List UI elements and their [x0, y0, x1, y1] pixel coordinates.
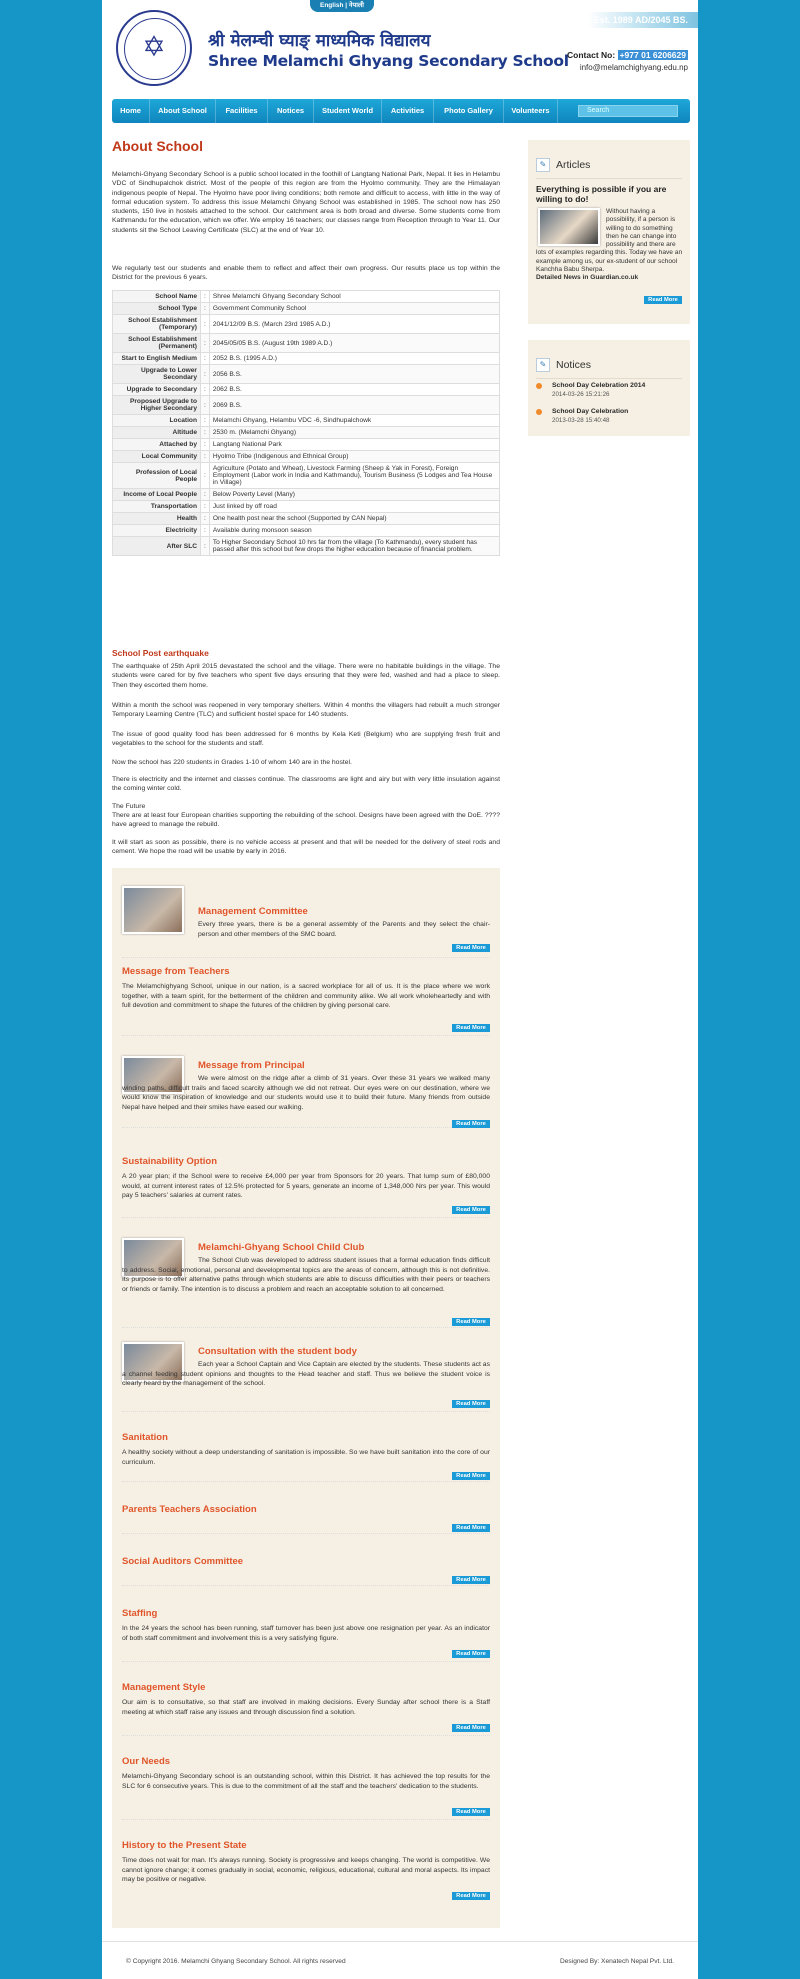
read-more-button[interactable]: Read More: [452, 1472, 490, 1480]
table-row: Electricity : Available during monsoon season: [113, 525, 500, 537]
read-more-button[interactable]: Read More: [452, 1318, 490, 1326]
intro-paragraph-2: We regularly test our students and enable them to reflect and affect their own progress. Our results place us top within the District for the previous 6 years.: [112, 265, 500, 282]
nav-facilities[interactable]: Facilities: [216, 99, 268, 123]
table-key: School Establishment (Permanent): [113, 334, 201, 353]
established-badge: Est. 1989 AD/2045 BS.: [588, 12, 698, 28]
main-nav: [112, 99, 690, 123]
table-key: School Type: [113, 303, 201, 315]
earthquake-paragraph-3: The issue of good quality food has been addressed for 6 months by Kela Keti (Belgium) who are supplying fresh fruit and vegetables to the school for the students and staff.: [112, 731, 500, 748]
modules-panel: [112, 868, 500, 1928]
module-consultation-student-body: [122, 1342, 490, 1412]
notices-widget: [528, 340, 690, 436]
module-description: The School Club was developed to address student issues that a formal education finds difficult to address. Social, emotional, personal and developmental topics are the areas of concern, although this is not definitive. Its purpose is to offer alternative paths through which students are able to discuss difficulties with their peers or teachers or friends or family. The intention is to discuss a problem and reach an acceptable solution to all concerned.: [122, 1257, 490, 1293]
table-value: Agriculture (Potato and Wheat), Livestock Farming (Sheep & Yak in Forest), Foreign Employment (Labor work in India and Kathmandu), Tourism Business (5 Lodges and Tea House in Village): [209, 463, 499, 489]
table-row: Altitude : 2530 m. (Melamchi Ghyang): [113, 427, 500, 439]
read-more-button[interactable]: Read More: [644, 296, 682, 304]
nav-about-school[interactable]: About School: [150, 99, 216, 123]
table-value: 2069 B.S.: [209, 396, 499, 415]
articles-heading-text: Articles: [556, 159, 591, 171]
module-description: A healthy society without a deep understanding of sanitation is impossible. So we have built sanitation into the core of our curriculum.: [122, 1449, 490, 1466]
table-row: Attached by : Langtang National Park: [113, 439, 500, 451]
read-more-button[interactable]: Read More: [452, 1724, 490, 1732]
table-row: Income of Local People : Below Poverty Level (Many): [113, 489, 500, 501]
table-row: School Establishment (Temporary) : 2041/12/09 B.S. (March 23rd 1985 A.D.): [113, 315, 500, 334]
module-title[interactable]: Our Needs: [122, 1756, 171, 1767]
module-staffing: [122, 1608, 490, 1662]
module-message-from-teachers: [122, 966, 490, 1036]
article-link[interactable]: Detailed News in Guardian.co.uk: [536, 274, 639, 282]
module-title[interactable]: Staffing: [122, 1608, 158, 1619]
module-description: We were almost on the ridge after a climb of 31 years. Over these 31 years we walked many winding paths, difficult trails and faced scarcity although we did not retreat. Our eyes were on our destination, where we would know the inspiration of knowledge and our students would use it to build their future. Many friends from outside Nepal have helped and their smiles have eased our walking.: [122, 1075, 490, 1111]
notice-icon: ✎: [536, 358, 550, 372]
table-value: 2056 B.S.: [209, 365, 499, 384]
table-key: Transportation: [113, 501, 201, 513]
table-row: School Establishment (Permanent) : 2045/05/05 B.S. (August 19th 1989 A.D.): [113, 334, 500, 353]
table-key: School Establishment (Temporary): [113, 315, 201, 334]
table-key: Profession of Local People: [113, 463, 201, 489]
table-value: Melamchi Ghyang, Helambu VDC -6, Sindhupalchowk: [209, 415, 499, 427]
table-row: After SLC : To Higher Secondary School 10 hrs far from the village (To Kathmandu), every student has passed after this school but few drops the higher education because of financial problem.: [113, 537, 500, 556]
module-title[interactable]: Management Committee: [198, 906, 308, 917]
nav-activities[interactable]: Activities: [382, 99, 434, 123]
module-child-club: [122, 1238, 490, 1328]
table-row: Upgrade to Secondary : 2062 B.S.: [113, 384, 500, 396]
table-value: Hyolmo Tribe (Indigenous and Ethnical Group): [209, 451, 499, 463]
module-title[interactable]: Consultation with the student body: [198, 1346, 357, 1357]
notice-date: 2013-03-28 15:40:48: [552, 417, 610, 424]
school-name-english: Shree Melamchi Ghyang Secondary School: [208, 52, 569, 70]
page-title: About School: [112, 138, 203, 154]
table-row: Proposed Upgrade to Higher Secondary : 2069 B.S.: [113, 396, 500, 415]
table-row: Location : Melamchi Ghyang, Helambu VDC -6, Sindhupalchowk: [113, 415, 500, 427]
module-social-auditors-committee: [122, 1556, 490, 1586]
table-row: School Name : Shree Melamchi Ghyang Secondary School: [113, 291, 500, 303]
earthquake-heading: School Post earthquake: [112, 648, 209, 658]
articles-heading: [536, 158, 590, 172]
table-value: Government Community School: [209, 303, 499, 315]
article-title[interactable]: Everything is possible if you are willing to do!: [536, 184, 667, 204]
table-key: Proposed Upgrade to Higher Secondary: [113, 396, 201, 415]
table-value: One health post near the school (Supported by CAN Nepal): [209, 513, 499, 525]
earthquake-paragraph-8: It will start as soon as possible, there is no vehicle access at present and that will be needed for the delivery of steel rods and cement. We hope the road will be usable by early in 2016.: [112, 839, 500, 856]
table-row: Profession of Local People : Agriculture (Potato and Wheat), Livestock Farming (Sheep & Yak in Forest), Foreign Employment (Labor work in India and Kathmandu), Tourism Business (5 Lodges and Tea House in Village): [113, 463, 500, 489]
read-more-button[interactable]: Read More: [452, 1524, 490, 1532]
table-value: 2045/05/05 B.S. (August 19th 1989 A.D.): [209, 334, 499, 353]
module-description: Melamchi-Ghyang Secondary school is an outstanding school, within this District. It has achieved the top results for the SLC for 6 consecutive years. This is due to the commitment of all the staff and the teachers' dedication to the students.: [122, 1773, 490, 1790]
table-key: School Name: [113, 291, 201, 303]
table-value: Below Poverty Level (Many): [209, 489, 499, 501]
divider: [536, 378, 682, 379]
module-management-committee: [122, 886, 490, 958]
table-row: Transportation : Just linked by off road: [113, 501, 500, 513]
contact-email[interactable]: info@melamchighyang.edu.np: [579, 63, 688, 72]
article-excerpt: Without having a possibility, if a person is willing to do something then he can change into possibility and there are lots of examples regarding this. Today we have an example among us, our ex-student of our school Kanchha Babu Sherpa.: [536, 208, 683, 274]
read-more-button[interactable]: Read More: [452, 1400, 490, 1408]
module-title[interactable]: History to the Present State: [122, 1840, 247, 1851]
nav-home[interactable]: Home: [112, 99, 150, 123]
module-description: Every three years, there is be a general assembly of the Parents and they select the chair-person and other members of the SMC board.: [198, 921, 490, 938]
earthquake-paragraph-4: Now the school has 220 students in Grades 1-10 of whom 140 are in the hostel.: [112, 759, 352, 766]
contact-block: [567, 50, 688, 72]
table-row: Local Community : Hyolmo Tribe (Indigenous and Ethnical Group): [113, 451, 500, 463]
notice-title[interactable]: School Day Celebration: [552, 408, 629, 415]
table-key: Location: [113, 415, 201, 427]
language-switcher[interactable]: English | नेपाली: [310, 0, 374, 12]
contact-label: Contact No:: [567, 50, 616, 60]
module-description: The Melamchighyang School, unique in our nation, is a sacred workplace for all of us. It is the place where we work together, with a team spirit, for the betterment of the children and community alike. We all work wholeheartedly and with full devotion and commitment to shape the futures of the children by giving personal care.: [122, 983, 490, 1009]
table-row: School Type : Government Community School: [113, 303, 500, 315]
earthquake-paragraph-1: The earthquake of 25th April 2015 devastated the school and the village. There were no habitable buildings in the village. The students were cared for by five teachers who spent five days ensuring that they were fed, washed and had a place to sleep. Then they escorted them home.: [112, 663, 500, 689]
search-input[interactable]: Search: [578, 105, 678, 117]
module-history: [122, 1840, 490, 1904]
module-sanitation: [122, 1432, 490, 1482]
nav-notices[interactable]: Notices: [268, 99, 314, 123]
table-value: To Higher Secondary School 10 hrs far from the village (To Kathmandu), every student has passed after this school but few drops the higher education because of financial problem.: [209, 537, 499, 556]
divider: [536, 178, 682, 179]
table-key: Altitude: [113, 427, 201, 439]
table-row: Start to English Medium : 2052 B.S. (1995 A.D.): [113, 353, 500, 365]
table-key: Upgrade to Secondary: [113, 384, 201, 396]
module-title[interactable]: Message from Principal: [198, 1060, 305, 1071]
notice-date: 2014-03-26 15:21:26: [552, 391, 610, 398]
nav-photo-gallery[interactable]: Photo Gallery: [434, 99, 504, 123]
school-info-table: [112, 290, 500, 556]
table-value: Langtang National Park: [209, 439, 499, 451]
module-title[interactable]: Sustainability Option: [122, 1156, 218, 1167]
read-more-button[interactable]: Read More: [452, 1892, 490, 1900]
read-more-button[interactable]: Read More: [452, 1024, 490, 1032]
copyright-text: © Copyright 2016. Melamchi Ghyang Secondary School. All rights reserved: [126, 1958, 346, 1965]
table-key: After SLC: [113, 537, 201, 556]
read-more-button[interactable]: Read More: [452, 944, 490, 952]
nav-student-world[interactable]: Student World: [314, 99, 382, 123]
table-key: Electricity: [113, 525, 201, 537]
table-key: Attached by: [113, 439, 201, 451]
module-title[interactable]: Message from Teachers: [122, 966, 230, 977]
module-sustainability-option: [122, 1156, 490, 1218]
table-key: Start to English Medium: [113, 353, 201, 365]
table-value: Just linked by off road: [209, 501, 499, 513]
designer-credit[interactable]: Designed By: Xenatech Nepal Pvt. Ltd.: [560, 1958, 674, 1965]
table-value: Available during monsoon season: [209, 525, 499, 537]
notice-title[interactable]: School Day Celebration 2014: [552, 382, 646, 389]
earthquake-paragraph-7: There are at least four European charities supporting the rebuilding of the school. Designs have been agreed with the DoE. ???? have agreed to manage the rebuild.: [112, 812, 500, 829]
table-value: 2530 m. (Melamchi Ghyang): [209, 427, 499, 439]
table-value: 2062 B.S.: [209, 384, 499, 396]
earthquake-paragraph-6: The Future: [112, 803, 146, 810]
table-key: Local Community: [113, 451, 201, 463]
module-description: In the 24 years the school has been running, staff turnover has been just above one resignation per year. As an indicator of both staff commitment and involvement this is a very satisfying figure.: [122, 1625, 490, 1642]
article-icon: ✎: [536, 158, 550, 172]
table-key: Upgrade to Lower Secondary: [113, 365, 201, 384]
notices-heading-text: Notices: [556, 359, 592, 371]
main-content: [112, 138, 502, 856]
read-more-button[interactable]: Read More: [452, 1808, 490, 1816]
module-description: Our aim is to consultative, so that staff are involved in making decisions. Every Sunday after school there is a Staff meeting at which staff raise any issues and through discussion find a solution.: [122, 1699, 490, 1716]
table-row: Upgrade to Lower Secondary : 2056 B.S.: [113, 365, 500, 384]
table-row: Health : One health post near the school (Supported by CAN Nepal): [113, 513, 500, 525]
articles-widget: [528, 140, 690, 324]
module-description: Time does not wait for man. It's always running. Society is progressive and keeps changing. The world is competitive. We cannot ignore change; it comes gradually in social, economic, religious, educational, cultural and moral aspects. Its impact may be positive or negative.: [122, 1857, 490, 1883]
module-title[interactable]: Sanitation: [122, 1432, 168, 1443]
read-more-button[interactable]: Read More: [452, 1206, 490, 1214]
read-more-button[interactable]: Read More: [452, 1120, 490, 1128]
earthquake-paragraph-5: There is electricity and the internet and classes continue. The classrooms are light and airy but with very little insulation against the coming winter cold.: [112, 776, 500, 793]
school-logo[interactable]: [116, 10, 192, 86]
nav-volunteers[interactable]: Volunteers: [504, 99, 558, 123]
page: [102, 0, 698, 1979]
module-title[interactable]: Melamchi-Ghyang School Child Club: [198, 1242, 365, 1253]
read-more-button[interactable]: Read More: [452, 1576, 490, 1584]
module-management-style: [122, 1682, 490, 1736]
module-message-from-principal: [122, 1056, 490, 1128]
footer: [102, 1941, 698, 1979]
module-title[interactable]: Management Style: [122, 1682, 206, 1693]
table-value: Shree Melamchi Ghyang Secondary School: [209, 291, 499, 303]
module-description: A 20 year plan; if the School were to receive £4,000 per year from Sponsors for 20 years. That lump sum of £80,000 would, at current interest rates of 12.5% protected for 5 years, generate an income of 1,348,000 Nrs per year. This would pay 5 teachers' salaries at current rates.: [122, 1173, 490, 1199]
article-thumbnail[interactable]: [538, 208, 600, 246]
table-value: 2041/12/09 B.S. (March 23rd 1985 A.D.): [209, 315, 499, 334]
bullet-icon: [536, 383, 542, 389]
read-more-button[interactable]: Read More: [452, 1650, 490, 1658]
earthquake-paragraph-2: Within a month the school was reopened in very temporary shelters. Within 4 months the villagers had rebuilt a much stronger Temporary Learning Centre (TLC) and sufficient hostel space for 140 students.: [112, 702, 500, 719]
module-description: Each year a School Captain and Vice Captain are elected by the students. These students act as a channel feeding student opinions and thoughts to the Head teacher and staff. Thus we believe the student voice is clearly heard by the management of the school.: [122, 1361, 490, 1387]
module-parents-teachers-association: [122, 1504, 490, 1534]
module-title[interactable]: Social Auditors Committee: [122, 1556, 244, 1567]
contact-phone[interactable]: +977 01 6206629: [619, 50, 686, 60]
table-key: Health: [113, 513, 201, 525]
module-title[interactable]: Parents Teachers Association: [122, 1504, 257, 1515]
module-thumbnail[interactable]: [122, 886, 184, 934]
module-our-needs: [122, 1756, 490, 1820]
bullet-icon: [536, 409, 542, 415]
table-key: Income of Local People: [113, 489, 201, 501]
notices-heading: [536, 358, 591, 372]
school-name-nepali: श्री मेलम्ची घ्याङ् माध्यमिक विद्यालय: [208, 31, 431, 51]
table-value: 2052 B.S. (1995 A.D.): [209, 353, 499, 365]
intro-paragraph-1: Melamchi-Ghyang Secondary School is a public school located in the foothill of Langtang National Park, Nepal. It lies in Helambu VDC of Sindhupalchok district. Most of the people of this region are from the Hyolmo community. They are the Himalayan indigenous people of Nepal. The Hyolmo have poor living conditions; both remote and difficult to access, with little in the way of formal education system. To address this issue Melamchi Ghyang School was established in 1985. The school now has 250 students, 150 live in hostels attached to the school. Our catchment area is both broad and diverse. Some students come from Kathmandu for the education, which we offer. We employ 16 teachers; our classes range from Reception through to Year 11. Our students sit the School Leaving Certificate (SLC) at the end of Year 10.: [112, 171, 500, 234]
